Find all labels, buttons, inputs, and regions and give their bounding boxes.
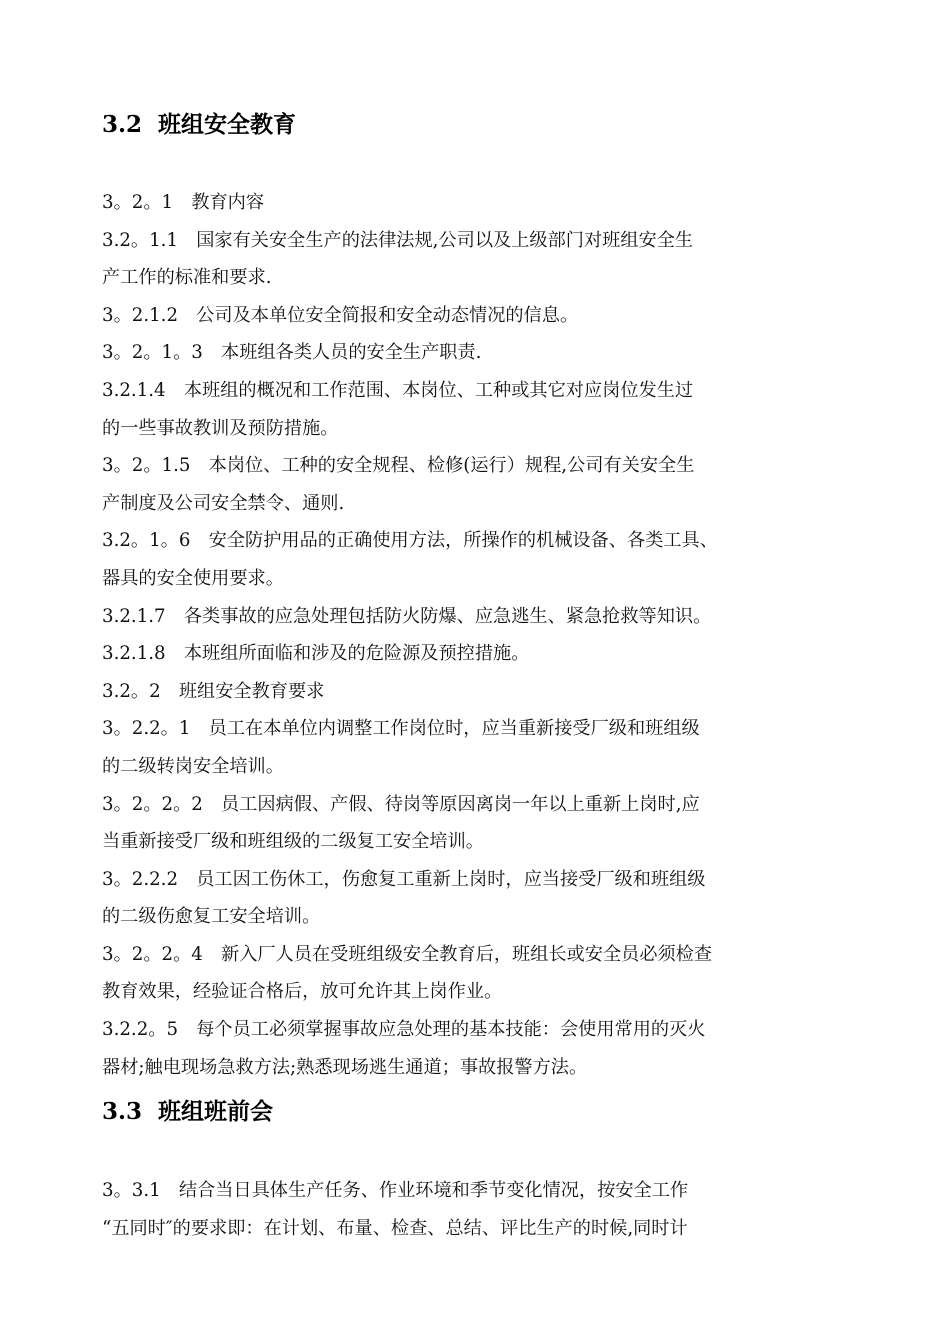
text-line: “五同时″的要求即：在计划、布量、检查、总结、评比生产的时候,同时计 <box>102 1217 688 1239</box>
section-title: 班组班前会 <box>158 1098 273 1125</box>
text-line: 教育效果，经验证合格后，放可允许其上岗作业。 <box>102 981 503 1003</box>
text-line: 产制度及公司安全禁令、通则. <box>102 492 345 514</box>
text-line: 3。2。1 教育内容 <box>102 192 265 213</box>
text-line: 3.2。1.1 国家有关安全生产的法律法规,公司以及上级部门对班组安全生 <box>102 229 694 251</box>
text-line: 的二级伤愈复工安全培训。 <box>102 906 321 928</box>
text-line: 产工作的标准和要求. <box>102 267 272 289</box>
text-line: 3。2。2。4 新入厂人员在受班组级安全教育后，班组长或安全员必须检查 <box>102 943 713 965</box>
text-line: 的二级转岗安全培训。 <box>102 755 284 777</box>
section-body-3-3 <box>102 1172 854 1247</box>
text-line: 3。2.2。1 员工在本单位内调整工作岗位时，应当重新接受厂级和班组级 <box>102 718 700 740</box>
section-heading-3-3 <box>102 1097 273 1127</box>
text-line: 的一些事故教训及预防措施。 <box>102 417 339 439</box>
text-line: 3。2。2。2 员工因病假、产假、待岗等原因离岗一年以上重新上岗时,应 <box>102 793 700 815</box>
section-title: 班组安全教育 <box>158 111 296 138</box>
text-line: 3.2。2 班组安全教育要求 <box>102 680 325 702</box>
text-line: 3。2。1.5 本岗位、工种的安全规程、检修(运行）规程,公司有关安全生 <box>102 455 695 477</box>
text-line: 器材;触电现场急救方法;熟悉现场逃生通道；事故报警方法。 <box>102 1056 588 1078</box>
text-line: 3.2.1.7 各类事故的应急处理包括防火防爆、应急逃生、紧急抢救等知识。 <box>102 605 712 627</box>
text-line: 3.2.1.4 本班组的概况和工作范围、本岗位、工种或其它对应岗位发生过 <box>102 379 694 401</box>
text-line: 器具的安全使用要求。 <box>102 567 284 589</box>
text-line: 3。3.1 结合当日具体生产任务、作业环境和季节变化情况，按安全工作 <box>102 1180 689 1201</box>
section-heading-3-2 <box>102 110 296 140</box>
text-line: 3。2。1。3 本班组各类人员的安全生产职责. <box>102 342 482 364</box>
section-body-3-2 <box>102 184 854 1086</box>
text-line: 当重新接受厂级和班组级的二级复工安全培训。 <box>102 831 484 853</box>
text-line: 3.2。1。6 安全防护用品的正确使用方法，所操作的机械设备、各类工具、 <box>102 530 718 552</box>
text-line: 3。2.2.2 员工因工伤休工，伤愈复工重新上岗时，应当接受厂级和班组级 <box>102 868 706 890</box>
text-line: 3。2.1.2 公司及本单位安全简报和安全动态情况的信息。 <box>102 304 579 326</box>
section-number: 3.3 <box>102 1098 143 1125</box>
text-line: 3.2.2。5 每个员工必须掌握事故应急处理的基本技能：会使用常用的灭火 <box>102 1019 706 1041</box>
section-number: 3.2 <box>102 111 143 138</box>
text-line: 3.2.1.8 本班组所面临和涉及的危险源及预控措施。 <box>102 643 530 665</box>
